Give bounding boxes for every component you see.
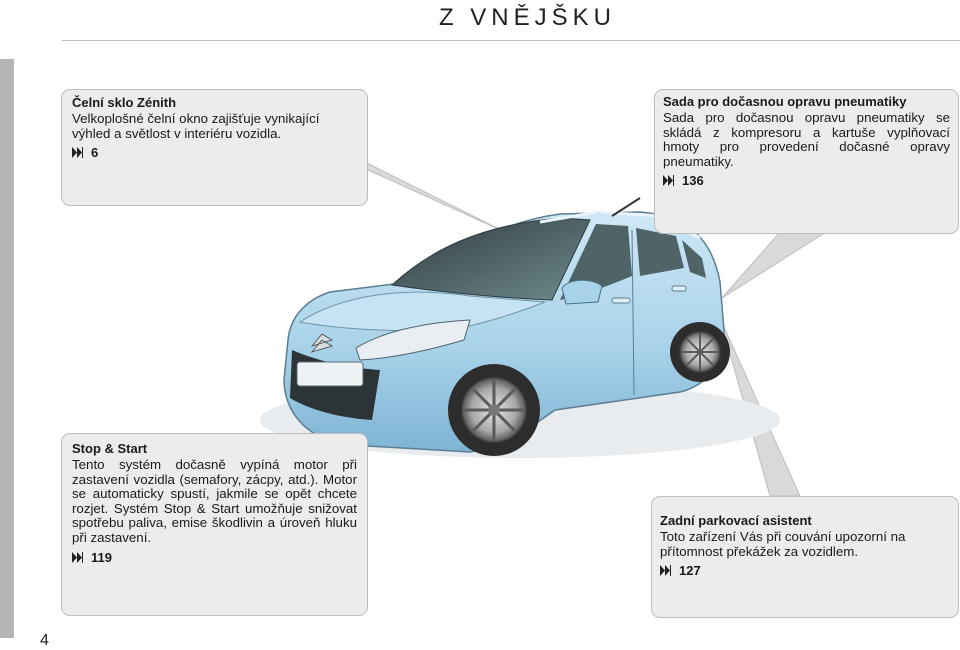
callout-heading: Zadní parkovací asistent xyxy=(660,513,812,528)
page-reference-number: 127 xyxy=(679,563,701,579)
page-reference[interactable] xyxy=(72,145,357,160)
page-reference[interactable] xyxy=(660,563,950,578)
connector-repair xyxy=(722,232,826,298)
front-wheel xyxy=(448,364,540,456)
callout-heading: Stop & Start xyxy=(72,441,148,456)
connector-zenith xyxy=(345,152,505,232)
callout-stop-start xyxy=(61,433,368,616)
page-reference[interactable] xyxy=(72,550,357,565)
fast-forward-arrow-icon xyxy=(72,552,83,563)
callout-text: Sada pro dočasnou opravu pneumatiky se skládá z kompresoru a kartuše vyplňovací hmoty pro provedení dočasné opravy pneumatiky. xyxy=(663,110,950,169)
page-title: Z VNĚJŠKU xyxy=(438,4,616,31)
page-reference-number: 6 xyxy=(91,145,99,161)
fast-forward-arrow-icon xyxy=(660,565,671,576)
callout-zenith xyxy=(61,89,368,206)
callout-text: Velkoplošné čelní okno zajišťuje vynikající výhled a světlost v interiéru vozidla. xyxy=(72,111,320,141)
side-mirror xyxy=(562,280,602,304)
fast-forward-arrow-icon xyxy=(72,147,83,158)
callout-text: Toto zařízení Vás při couvání upozorní na přítomnost překážek za vozidlem. xyxy=(660,529,906,559)
callout-repair-kit xyxy=(654,89,959,234)
callout-text: Tento systém dočasně vypíná motor při zastavení vozidla (semafory, zácpy, atd.). Motor se automaticky spustí, jakmile se opět chcete rozjet. Systém Stop & Start umožňuje snižovat spotřebu paliva, emise škodlivin a úroveň hluku při zastavení. xyxy=(72,457,357,545)
rear-wheel xyxy=(670,322,730,382)
fast-forward-arrow-icon xyxy=(663,175,674,186)
page-number: 4 xyxy=(40,632,49,649)
page-reference-number: 119 xyxy=(91,549,112,565)
page-reference[interactable] xyxy=(663,173,950,188)
callout-heading: Sada pro dočasnou opravu pneumatiky xyxy=(663,94,907,109)
callout-parking-assist xyxy=(651,496,959,618)
page-reference-number: 136 xyxy=(682,173,704,189)
callout-heading: Čelní sklo Zénith xyxy=(72,95,177,110)
